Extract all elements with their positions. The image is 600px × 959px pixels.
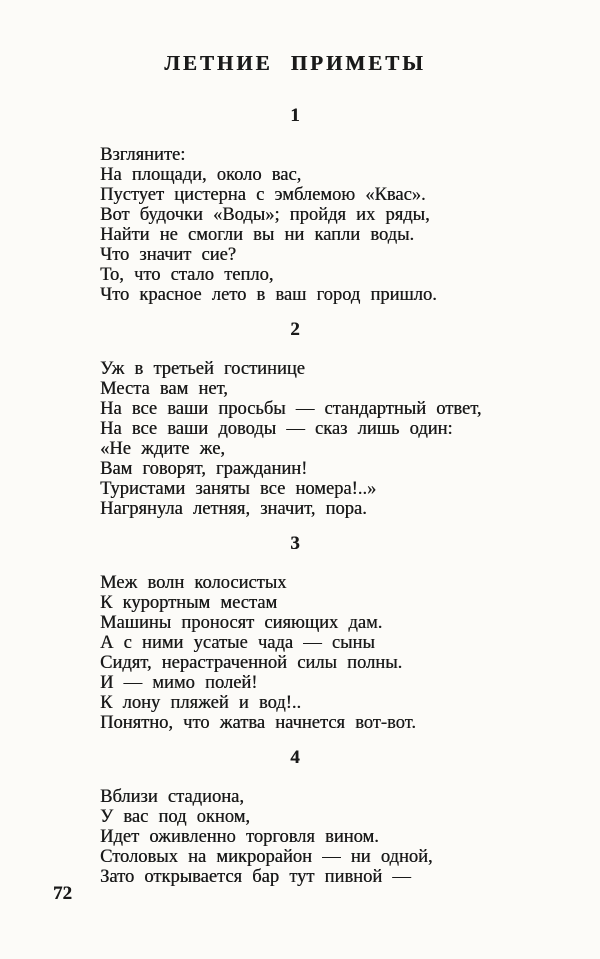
verse-line: Зато открывается бар тут пивной —	[100, 867, 411, 887]
verse-line: Взгляните:	[100, 145, 186, 165]
verse-line: К курортным местам	[100, 593, 278, 613]
verse-line: Что значит сие?	[100, 245, 236, 265]
verse-line: Сидят, нерастраченной силы полны.	[100, 653, 403, 673]
text-column	[100, 0, 490, 887]
verse-line: Нагрянула летняя, значит, пора.	[100, 499, 367, 519]
stanza-3	[100, 573, 490, 733]
verse-line: Меж волн колосистых	[100, 573, 287, 593]
stanza-1	[100, 145, 490, 305]
verse-line: К лону пляжей и вод!..	[100, 693, 302, 713]
verse-line: Вам говорят, гражданин!	[100, 459, 308, 479]
verse-line: Что красное лето в ваш город пришло.	[100, 285, 437, 305]
verse-line: На все ваши просьбы — стандартный ответ,	[100, 399, 482, 419]
stanza-number-1: 1	[290, 105, 300, 126]
verse-line: Машины проносят сияющих дам.	[100, 613, 383, 633]
verse-line: Туристами заняты все номера!..»	[100, 479, 377, 499]
verse-line: Вблизи стадиона,	[100, 787, 244, 807]
stanza-number-3: 3	[290, 533, 300, 554]
verse-line: На все ваши доводы — сказ лишь один:	[100, 419, 453, 439]
verse-line: А с ними усатые чада — сыны	[100, 633, 375, 653]
verse-line: «Не ждите же,	[100, 439, 225, 459]
page-number: 72	[53, 883, 72, 904]
verse-line: Столовых на микрорайон — ни одной,	[100, 847, 433, 867]
stanza-2	[100, 359, 490, 519]
verse-line: Понятно, что жатва начнется вот-вот.	[100, 713, 416, 733]
stanza-number-2: 2	[290, 319, 300, 340]
verse-line: Уж в третьей гостинице	[100, 359, 305, 379]
verse-line: И — мимо полей!	[100, 673, 258, 693]
verse-line: Идет оживленно торговля вином.	[100, 827, 379, 847]
verse-line: Найти не смогли вы ни капли воды.	[100, 225, 415, 245]
poem-title: ЛЕТНИЕ ПРИМЕТЫ	[164, 51, 426, 75]
stanza-4	[100, 787, 490, 887]
verse-line: Места вам нет,	[100, 379, 228, 399]
verse-line: У вас под окном,	[100, 807, 250, 827]
verse-line: То, что стало тепло,	[100, 265, 274, 285]
verse-line: На площади, около вас,	[100, 165, 302, 185]
verse-line: Пустует цистерна с эмблемою «Квас».	[100, 185, 426, 205]
verse-line: Вот будочки «Воды»; пройдя их ряды,	[100, 205, 430, 225]
stanza-number-4: 4	[290, 747, 300, 768]
